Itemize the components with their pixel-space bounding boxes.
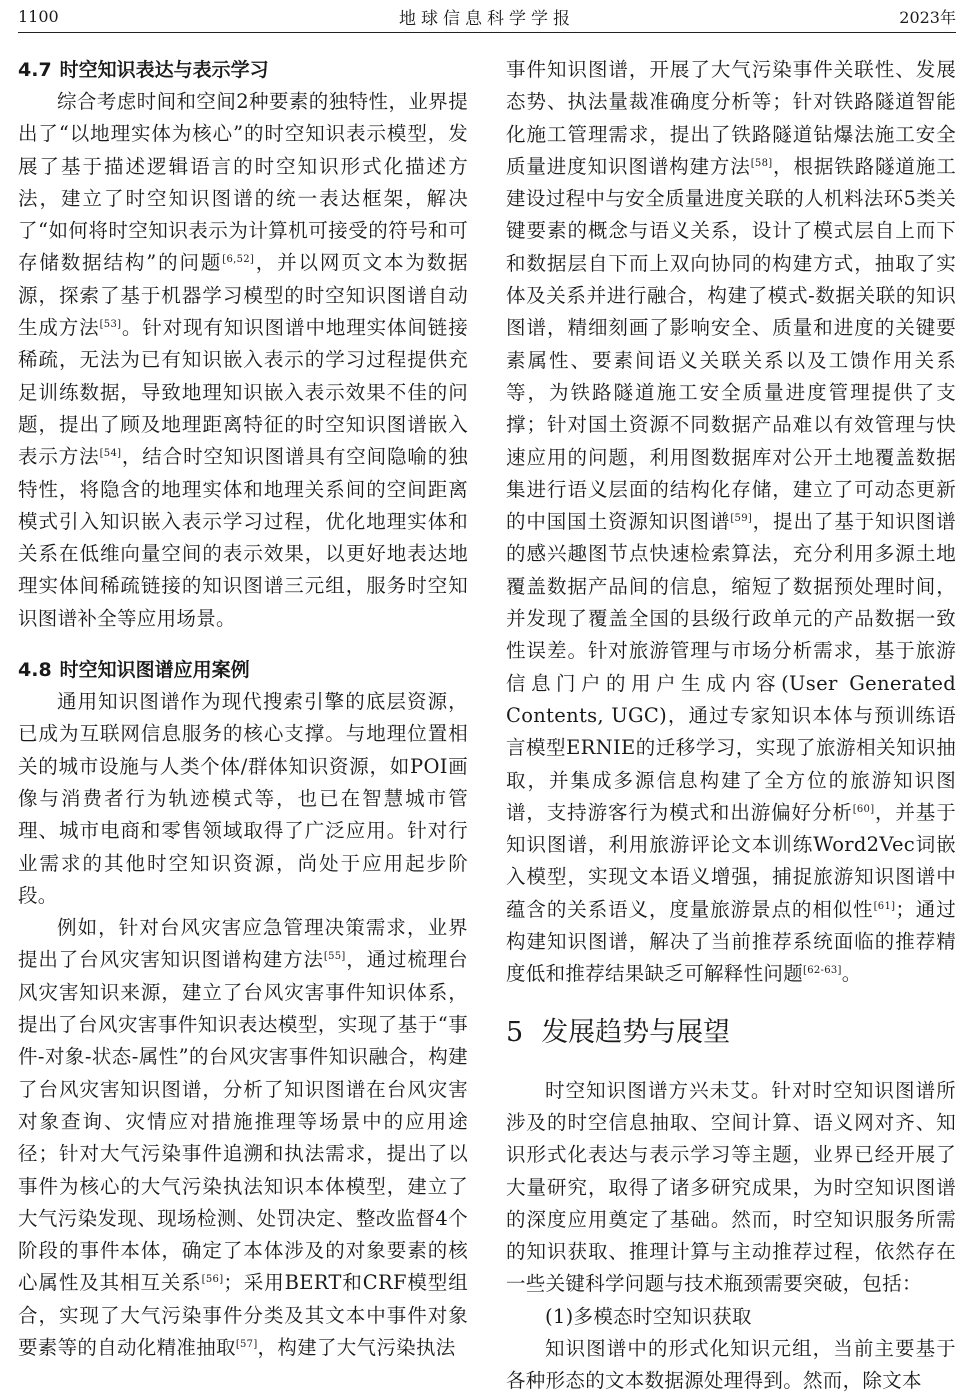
text-run: 综合考虑时间和空间2种要素的独特性，业界提出了“以地理实体为核心”的时空知识表示模型，发展了基于描述逻辑语言的时空知识形式化描述方法，建立了时空知识图谱的统一表达框架，解决了“如何将时空知识表示为计算机可接受的符号和可存储数据结构”的问题 (18, 90, 468, 275)
paragraph (18, 86, 468, 635)
page-header (18, 0, 956, 33)
paragraph: 知识图谱中的形式化知识元组，当前主要基于各种形态的文本数据源处理得到。然而，除文本 (506, 1336, 956, 1393)
page-number: 1100 (18, 6, 59, 26)
citation[interactable]: [60] (852, 803, 875, 815)
text-run: ；通过构建知识图谱，解决了当前推荐系统面临的推荐精度低和推荐结果缺乏可解释性问题 (506, 897, 956, 986)
text-run: ，结合时空知识图谱具有空间隐喻的独特性，将隐含的地理实体和地理关系间的空间距离模式引入知识嵌入表示学习过程，优化地理实体和关系在低维向量空间的表示效果，以更好地表达地理实体间稀疏链接的知识图谱三元组，服务时空知识图谱补全等应用场景。 (18, 445, 468, 630)
citation[interactable]: [61] (873, 900, 896, 912)
subheading: (1)多模态时空知识获取 (545, 1304, 752, 1328)
citation[interactable]: [6,52] (222, 254, 255, 266)
paragraph (18, 912, 468, 1364)
publication-year: 2023年 (899, 7, 956, 27)
section-title: 时空知识表达与表示学习 (59, 59, 269, 81)
citation[interactable]: [56] (201, 1274, 224, 1286)
paragraph-continued (506, 54, 956, 991)
citation[interactable]: [62-63] (803, 965, 842, 977)
text-run: 事件知识图谱，开展了大气污染事件关联性、发展态势、执法量裁准确度分析等；针对铁路隧道智能化施工管理需求，提出了铁路隧道钻爆法施工安全质量进度知识图谱构建方法 (506, 58, 956, 178)
text-run: ；采用BERT和CRF模型组合，实现了大气污染事件分类及其文本中事件对象要素等的自动化精准抽取 (18, 1271, 469, 1359)
section-title: 时空知识图谱应用案例 (59, 659, 250, 682)
text-run: ，并以网页文本为数据源，探索了基于机器学习模型的时空知识图谱自动生成方法 (18, 251, 468, 340)
text-run: 。 (841, 962, 862, 986)
text-run: 。针对现有知识图谱中地理实体间链接稀疏，无法为已有知识嵌入表示的学习过程提供充足训练数据，导致地理知识嵌入表示效果不佳的问题，提出了顾及地理距离特征的时空知识图谱嵌入表示方法 (18, 316, 468, 469)
journal-title: 地球信息科学学报 (399, 8, 575, 29)
citation[interactable]: [57] (235, 1338, 258, 1350)
citation[interactable]: [53] (99, 319, 122, 331)
citation[interactable]: [58] (750, 157, 773, 169)
text-run: ，根据铁路隧道施工建设过程中与安全质量进度关联的人机料法环5类关键要素的概念与语义关系，设计了模式层自上而下和数据层自下而上双向协同的构建方式，抽取了实体及关系并进行融合，构建了模式-数据关联的知识图谱，精细刻画了影响安全、质量和进度的关键要素属性、要素间语义关联关系以及工馈作用关系等，为铁路隧道施工安全质量进度管理提供了支撑；针对国土资源不同数据产品难以有效管理与快速应用的问题，利用图数据库对公开土地覆盖数据集进行语义层面的结构化存储，建立了可动态更新的中国国土资源知识图谱 (506, 154, 956, 534)
left-column (18, 54, 468, 1364)
section-number: 4.8 (18, 659, 52, 682)
section-heading-4-8 (18, 654, 468, 686)
section-heading-4-7 (18, 54, 468, 86)
section-title: 发展趋势与展望 (541, 1016, 731, 1048)
section-number: 4.7 (18, 59, 52, 81)
section-heading-5 (506, 1013, 956, 1053)
citation[interactable]: [54] (99, 448, 122, 460)
section-number: 5 (506, 1016, 524, 1048)
citation[interactable]: [59] (730, 513, 753, 525)
text-run: ，并基于知识图谱，利用旅游评论文本训练Word2Vec词嵌入模型，实现文本语义增强，捕捉旅游知识图谱中蕴含的关系语义，度量旅游景点的相似性 (506, 800, 956, 921)
citation[interactable]: [55] (323, 951, 346, 963)
text-run: 例如，针对台风灾害应急管理决策需求，业界提出了台风灾害知识图谱构建方法 (18, 916, 468, 972)
text-run: ，构建了大气污染执法 (257, 1335, 456, 1359)
right-column (506, 54, 956, 1398)
paragraph: 时空知识图谱方兴未艾。针对时空知识图谱所涉及的时空信息抽取、空间计算、语义网对齐、知识形式化表达与表示学习等主题，业界已经开展了大量研究，取得了诸多研究成果，为时空知识图谱的深度应用奠定了基础。然而，时空知识服务所需的知识获取、推理计算与主动推荐过程，依然存在一些关键科学问题与技术瓶颈需要突破，包括： (506, 1078, 956, 1296)
text-run: ，通过梳理台风灾害知识来源，建立了台风灾害事件知识体系，提出了台风灾害事件知识表达模型，实现了基于“事件-对象-状态-属性”的台风灾害事件知识融合，构建了台风灾害知识图谱，分析了知识图谱在台风灾害对象查询、灾情应对措施推理等场景中的应用途径；针对大气污染事件追溯和执法需求，提出了以事件为核心的大气污染执法知识本体模型，建立了大气污染发现、现场检测、处罚决定、整改监督4个阶段的事件本体，确定了本体涉及的对象要素的核心属性及其相互关系 (18, 948, 468, 1295)
text-run: ，提出了基于知识图谱的感兴趣图节点快速检索算法，充分利用多源土地覆盖数据产品间的信息，缩短了数据预处理时间，并发现了覆盖全国的县级行政单元的产品数据一致性误差。针对旅游管理与市场分析需求，基于旅游信息门户的用户生成内容(User Generated Contents, UGC)，通过专家知识本体与预训练语言模型ERNIE的迁移学习，实现了旅游相关知识抽取，并集成多源信息构建了全方位的旅游知识图谱，支持游客行为模式和出游偏好分析 (506, 510, 956, 824)
paragraph: 通用知识图谱作为现代搜索引擎的底层资源，已成为互联网信息服务的核心支撑。与地理位置相关的城市设施与人类个体/群体知识资源，如POI画像与消费者行为轨迹模式等，也已在智慧城市管理、城市电商和零售领域取得了广泛应用。针对行业需求的其他时空知识资源，尚处于应用起步阶段。 (18, 690, 468, 907)
